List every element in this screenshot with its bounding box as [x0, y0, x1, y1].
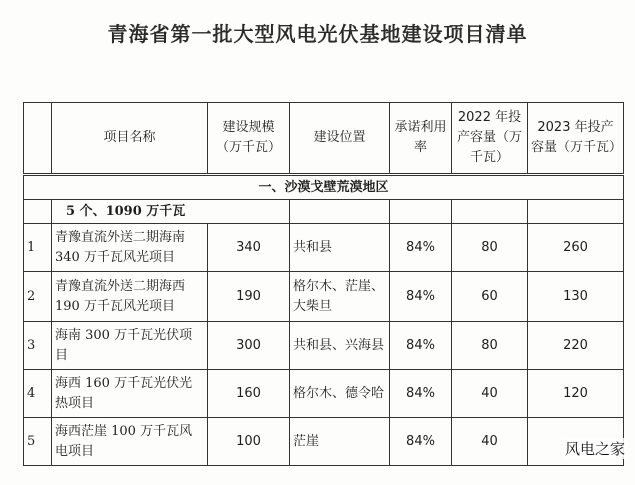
- subheader-empty-cell: [528, 200, 624, 224]
- row-name: 海西茫崖 100 万千瓦风电项目: [52, 418, 208, 466]
- row-location: 格尔木、德令哈: [290, 370, 390, 418]
- document-title: 青海省第一批大型风电光伏基地建设项目清单: [107, 22, 528, 46]
- row-location: 茫崖: [290, 418, 390, 466]
- header-rate: 承诺利用率: [390, 103, 452, 175]
- row-rate: 84%: [390, 322, 452, 370]
- row-scale: 340: [208, 224, 290, 272]
- row-2022: 40: [452, 370, 528, 418]
- row-2022: 40: [452, 418, 528, 466]
- section-row: [24, 175, 624, 200]
- header-name: 项目名称: [52, 103, 208, 175]
- row-scale: 100: [208, 418, 290, 466]
- row-2023: 220: [528, 322, 624, 370]
- row-name: 海西 160 万千瓦光伏光热项目: [52, 370, 208, 418]
- subheader-empty-cell: [290, 200, 390, 224]
- row-scale: 160: [208, 370, 290, 418]
- subheader-empty-cell: [452, 200, 528, 224]
- row-no: 4: [24, 370, 52, 418]
- row-location: 共和县: [290, 224, 390, 272]
- row-name: 青豫直流外送二期海南 340 万千瓦风光项目: [52, 224, 208, 272]
- row-location: 共和县、兴海县: [290, 322, 390, 370]
- row-2023: 130: [528, 272, 624, 322]
- row-no: 2: [24, 272, 52, 322]
- table-row: [24, 322, 624, 370]
- row-no: 1: [24, 224, 52, 272]
- row-no: 3: [24, 322, 52, 370]
- table-row: [24, 370, 624, 418]
- row-location: 格尔木、茫崖、大柴旦: [290, 272, 390, 322]
- header-scale: 建设规模（万千瓦）: [208, 103, 290, 175]
- row-2023: 120: [528, 370, 624, 418]
- table-row: [24, 418, 624, 466]
- row-scale: 300: [208, 322, 290, 370]
- header-no: [24, 103, 52, 175]
- row-name: 青豫直流外送二期海西 190 万千瓦风光项目: [52, 272, 208, 322]
- subheader-empty-cell: [24, 200, 52, 224]
- row-2023: 260: [528, 224, 624, 272]
- table-row: [24, 224, 624, 272]
- subheader-empty-cell: [390, 200, 452, 224]
- row-rate: 84%: [390, 418, 452, 466]
- watermark-label: 风电之家: [564, 440, 625, 458]
- row-rate: 84%: [390, 272, 452, 322]
- row-2022: 80: [452, 322, 528, 370]
- table-row: [24, 272, 624, 322]
- header-2022: 2022 年投产容量（万千瓦）: [452, 103, 528, 175]
- row-2022: 80: [452, 224, 528, 272]
- row-no: 5: [24, 418, 52, 466]
- row-rate: 84%: [390, 224, 452, 272]
- header-location: 建设位置: [290, 103, 390, 175]
- subheader-row: [24, 200, 624, 224]
- subheader-label: 5 个、1090 万千瓦: [52, 200, 290, 224]
- row-name: 海南 300 万千瓦光伏项目: [52, 322, 208, 370]
- row-rate: 84%: [390, 370, 452, 418]
- table-header-row: [24, 103, 624, 175]
- section-title: 一、沙漠戈壁荒漠地区: [24, 175, 624, 200]
- project-table: [23, 102, 624, 466]
- row-scale: 190: [208, 272, 290, 322]
- header-2023: 2023 年投产容量（万千瓦）: [528, 103, 624, 175]
- row-2022: 60: [452, 272, 528, 322]
